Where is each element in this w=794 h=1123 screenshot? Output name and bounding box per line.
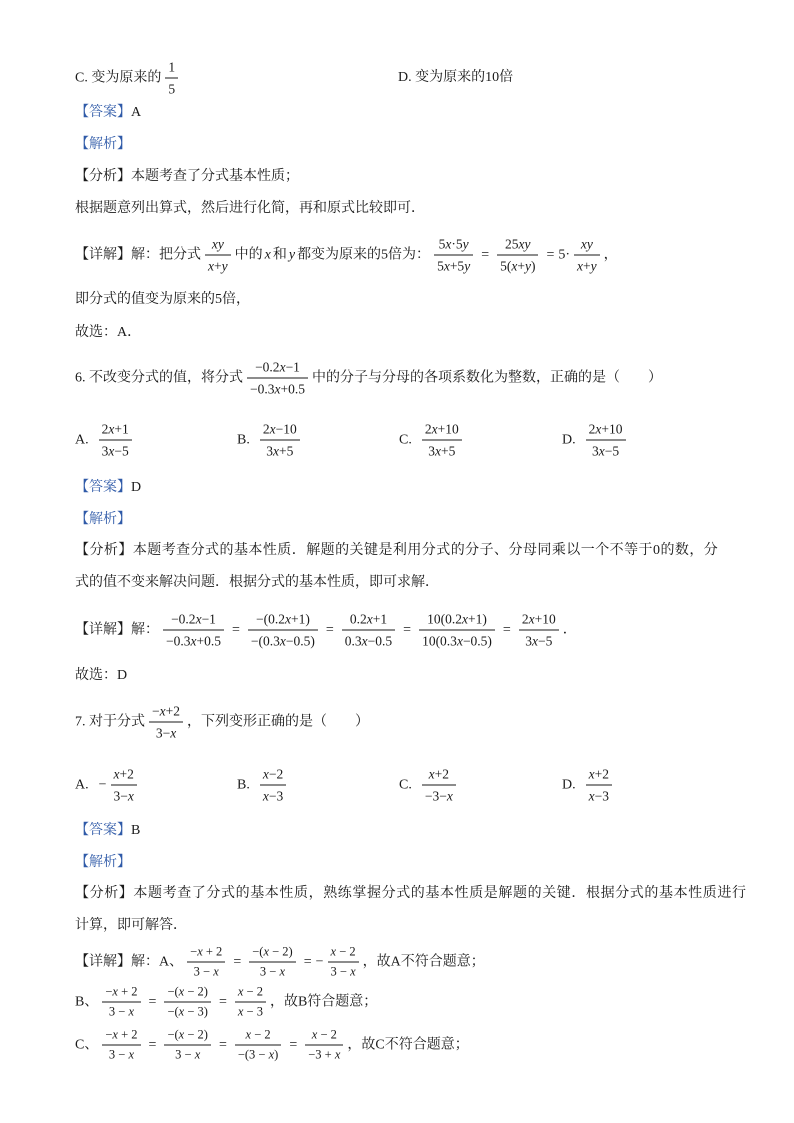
- equals-sign: =: [502, 622, 511, 637]
- fraction: [205, 234, 231, 277]
- q6-option-b: [237, 419, 304, 462]
- fraction: [99, 419, 132, 462]
- fraction: [235, 1026, 282, 1065]
- stem-lead: 6. 不改变分式的值，将分式: [75, 370, 243, 385]
- option-label: C.: [399, 432, 412, 447]
- q7-option-d: [562, 764, 616, 807]
- variable-x: x: [264, 247, 271, 262]
- denominator: 3−x: [149, 722, 183, 744]
- numerator: x+2: [588, 766, 609, 782]
- q6-option-c: [399, 419, 466, 462]
- case-label: A、: [159, 954, 184, 969]
- denominator: −(0.3x−0.5): [248, 630, 318, 652]
- numerator: −0.2x−1: [171, 611, 216, 627]
- fraction: [422, 764, 456, 807]
- stem-tail: 中的分子与分母的各项系数化为整数，正确的是（ ）: [312, 370, 662, 385]
- equals-sign: =: [289, 1037, 298, 1052]
- fraction: [519, 609, 559, 652]
- equals-sign: =: [403, 622, 412, 637]
- numerator: 2x−10: [262, 421, 297, 437]
- verdict: ，故C不符合题意；: [347, 1037, 469, 1052]
- numerator: 2x+10: [588, 421, 623, 437]
- option-label: A.: [75, 777, 89, 792]
- denominator: x+y: [574, 255, 600, 277]
- fraction: [249, 943, 296, 982]
- q6-choice: 故选：D: [75, 668, 128, 683]
- detail-text: 都变为原来的5倍为：: [297, 247, 431, 262]
- numerator: −(0.2x+1): [255, 611, 310, 627]
- numerator: 25xy: [505, 236, 531, 252]
- fraction: [574, 234, 600, 277]
- detail-text: 中的: [234, 247, 263, 262]
- denominator: 3−x: [111, 785, 137, 807]
- numerator: x+2: [428, 766, 450, 782]
- fraction: [164, 1026, 211, 1065]
- q7-answer: [75, 821, 140, 841]
- option-label: D.: [562, 432, 576, 447]
- fraction: [164, 983, 211, 1022]
- fenxi-text: 本题考查了分式基本性质；: [131, 169, 299, 184]
- q5-answer: [75, 103, 141, 123]
- verdict: ，故B符合题意；: [269, 994, 378, 1009]
- q7-option-a: [75, 764, 141, 807]
- denominator: 10(0.3x−0.5): [419, 630, 495, 652]
- q7-jiexi-tag: 【解析】: [75, 855, 131, 870]
- equals-sign: =: [481, 247, 490, 262]
- fraction: [187, 943, 225, 982]
- answer-value: B: [131, 823, 141, 838]
- stem-tail: ，下列变形正确的是（ ）: [187, 714, 369, 729]
- numerator: x − 2: [311, 1027, 337, 1042]
- q5-choice: 故选：A．: [75, 325, 142, 340]
- denominator: −(3 − x): [235, 1045, 282, 1065]
- denominator: x+y: [205, 255, 231, 277]
- case-label: B、: [75, 994, 99, 1009]
- numerator: x − 2: [330, 944, 356, 959]
- q6-answer: [75, 478, 141, 498]
- answer-value: A: [131, 105, 142, 120]
- numerator: −0.2x−1: [255, 359, 300, 375]
- denominator: x−3: [586, 785, 612, 807]
- numerator: 1: [168, 59, 176, 75]
- option-label: D.: [562, 777, 576, 792]
- denominator: −0.3x+0.5: [247, 378, 308, 400]
- q5-fenxi-continued: 根据题意列出算式，然后进行化简，再和原式比较即可．: [75, 201, 425, 216]
- equals-sign: =: [546, 247, 555, 262]
- q7-fenxi: [75, 884, 747, 904]
- fraction: [342, 609, 395, 652]
- fraction: [248, 609, 318, 652]
- fraction: [305, 1026, 343, 1065]
- q5-option-d: D. 变为原来的10倍: [398, 70, 514, 85]
- q6-option-a: [75, 419, 136, 462]
- numerator: xy: [211, 236, 224, 252]
- punctuation: ．: [562, 622, 577, 637]
- fraction: [422, 419, 462, 462]
- denominator: −0.3x+0.5: [163, 630, 224, 652]
- fraction: [260, 764, 286, 807]
- numerator: xy: [580, 236, 593, 252]
- fenxi-tag: 【分析】: [75, 886, 134, 901]
- numerator: x − 2: [237, 984, 263, 999]
- stem-lead: 7. 对于分式: [75, 714, 145, 729]
- numerator: −(x − 2): [167, 1027, 208, 1042]
- fraction: [111, 764, 137, 807]
- minus-sign: −: [98, 777, 107, 792]
- denominator: 5: [165, 78, 178, 100]
- denominator: 3x+5: [422, 440, 462, 462]
- numerator: −(x − 2): [167, 984, 208, 999]
- numerator: −x+2: [152, 703, 180, 719]
- q7-detail-c: [75, 1026, 469, 1065]
- answer-tag: 【答案】: [75, 480, 131, 495]
- detail-tag: 【详解】: [75, 954, 131, 969]
- fraction: [586, 419, 626, 462]
- detail-text: 和: [272, 247, 287, 262]
- q7-option-b: [237, 764, 290, 807]
- q6-option-d: [562, 419, 630, 462]
- denominator: −3 + x: [305, 1045, 343, 1065]
- fraction: [102, 983, 140, 1022]
- punctuation: ，: [603, 247, 618, 262]
- fraction: [163, 609, 224, 652]
- denominator: 3 − x: [249, 962, 296, 982]
- detail-tag: 【详解】: [75, 622, 131, 637]
- numerator: 5x·5y: [438, 236, 469, 252]
- option-label: B.: [237, 432, 250, 447]
- denominator: 0.3x−0.5: [342, 630, 395, 652]
- equals-sign: =: [325, 622, 334, 637]
- q6-fenxi-continued: 式的值不变来解决问题．根据分式的基本性质，即可求解．: [75, 575, 439, 590]
- case-label: C、: [75, 1037, 99, 1052]
- q7-fenxi-continued: 计算，即可解答．: [75, 918, 187, 933]
- numerator: x − 2: [245, 1027, 271, 1042]
- detail-tag: 【详解】: [75, 247, 131, 262]
- option-label: A.: [75, 432, 89, 447]
- q6-jiexi-tag: 【解析】: [75, 512, 131, 527]
- detail-lead: 解：: [131, 622, 159, 637]
- numerator: 2x+10: [424, 421, 459, 437]
- fraction: [102, 1026, 140, 1065]
- numerator: −x + 2: [190, 944, 223, 959]
- verdict: ，故A不符合题意；: [362, 954, 485, 969]
- q5-conclusion: 即分式的值变为原来的5倍，: [75, 292, 250, 307]
- denominator: 3 − x: [328, 962, 359, 982]
- fraction: [434, 234, 473, 277]
- fenxi-text: 本题考查了分式的基本性质，熟练掌握分式的基本性质是解题的关键．根据分式的基本性质进行: [133, 886, 747, 901]
- denominator: −(x − 3): [164, 1002, 211, 1022]
- equals-sign: =: [232, 622, 240, 637]
- q6-stem: [75, 357, 662, 400]
- fraction: [586, 764, 612, 807]
- q5-detail: [75, 234, 618, 277]
- denominator: 5x+5y: [434, 255, 473, 277]
- denominator: 3x−5: [586, 440, 626, 462]
- fraction: [419, 609, 495, 652]
- q6-detail: [75, 609, 577, 652]
- option-c-label: C. 变为原来的: [75, 70, 162, 85]
- answer-tag: 【答案】: [75, 823, 131, 838]
- fraction: [149, 701, 183, 744]
- numerator: 2x+1: [101, 421, 129, 437]
- equals-sign: =: [218, 994, 227, 1009]
- q7-option-c: [399, 764, 460, 807]
- q5-option-c: [75, 57, 182, 100]
- denominator: 3 − x: [102, 1002, 140, 1022]
- fraction: [247, 357, 308, 400]
- fraction-one-fifth: [165, 57, 178, 100]
- denominator: 3x−5: [99, 440, 132, 462]
- fraction: [235, 983, 266, 1022]
- detail-lead: 解：: [131, 954, 159, 969]
- fenxi-tag: 【分析】: [75, 169, 131, 184]
- denominator: x−3: [260, 785, 286, 807]
- q5-fenxi: [75, 167, 299, 187]
- fraction: [260, 419, 300, 462]
- denominator: 3x+5: [260, 440, 300, 462]
- numerator: x−2: [262, 766, 284, 782]
- q5-jiexi-tag: 【解析】: [75, 137, 131, 152]
- equals-sign: =: [218, 1037, 227, 1052]
- numerator: x+2: [113, 766, 134, 782]
- numerator: 2x+10: [521, 611, 556, 627]
- fenxi-tag: 【分析】: [75, 543, 133, 558]
- fraction: [328, 943, 359, 982]
- numerator: −x + 2: [105, 1027, 138, 1042]
- coefficient: 5·: [558, 247, 571, 262]
- denominator: 5(x+y): [497, 255, 538, 277]
- variable-y: y: [288, 247, 296, 262]
- fraction: [497, 234, 538, 277]
- option-label: B.: [237, 777, 250, 792]
- q6-fenxi: [75, 541, 718, 561]
- denominator: 3 − x: [164, 1045, 211, 1065]
- denominator: x − 3: [235, 1002, 266, 1022]
- q7-stem: [75, 701, 369, 744]
- numerator: −(x − 2): [252, 944, 293, 959]
- equals-sign: =: [148, 994, 157, 1009]
- answer-tag: 【答案】: [75, 105, 131, 120]
- denominator: 3 − x: [102, 1045, 140, 1065]
- answer-value: D: [131, 480, 142, 495]
- equals-sign: =: [233, 954, 242, 969]
- equals-sign: =: [148, 1037, 157, 1052]
- numerator: 0.2x+1: [349, 611, 388, 627]
- equals-sign: =: [303, 954, 312, 969]
- denominator: 3 − x: [187, 962, 225, 982]
- option-label: C.: [399, 777, 412, 792]
- denominator: 3x−5: [519, 630, 559, 652]
- fenxi-text: 本题考查分式的基本性质．解题的关键是利用分式的分子、分母同乘以一个不等于0的数，分: [132, 543, 719, 558]
- q7-detail-a: [75, 943, 485, 982]
- detail-lead: 解：把分式: [131, 247, 201, 262]
- minus-sign: −: [315, 954, 324, 969]
- numerator: 10(0.2x+1): [427, 611, 487, 627]
- numerator: −x + 2: [105, 984, 138, 999]
- q7-detail-b: [75, 983, 377, 1022]
- denominator: −3−x: [422, 785, 456, 807]
